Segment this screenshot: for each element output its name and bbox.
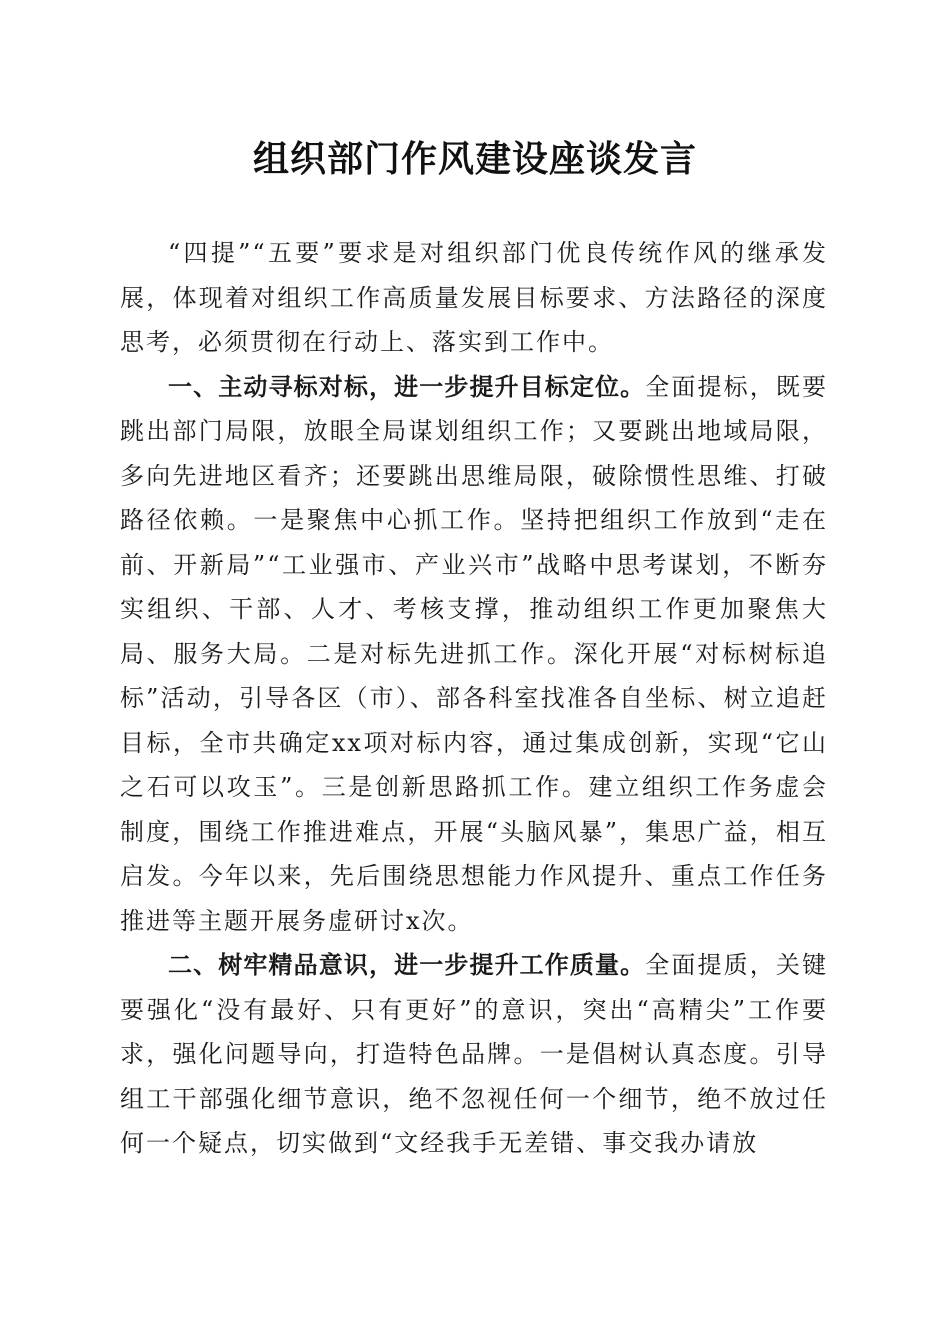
paragraph-text: 全面提标，既要跳出部门局限，放眼全局谋划组织工作；又要跳出地域局限，多向先进地区看齐；还要跳出思维局限，破除惯性思维、打破路径依赖。一是聚焦中心抓工作。坚持把组织工作放到“走在前、开新局”“工业强市、产业兴市”战略中思考谋划，不断夯实组织、干部、人才、考核支撑，推动组织工作更加聚焦大局、服务大局。二是对标先进抓工作。深化开展“对标树标追标”活动，引导各区（市）、部各科室找准各自坐标、树立追赶目标，全市共确定xx项对标内容，通过集成创新，实现“它山之石可以攻玉”。三是创新思路抓工作。建立组织工作务虚会制度，围绕工作推进难点，开展“头脑风暴”，集思广益，相互启发。今年以来，先后围绕思想能力作风提升、重点工作任务推进等主题开展务虚研讨x次。 [120, 372, 829, 935]
paragraph-section-two [120, 943, 828, 1166]
paragraph-intro [120, 231, 828, 365]
paragraph-text: 全面提质，关键要强化“没有最好、只有更好”的意识，突出“高精尖”工作要求，强化问题导向，打造特色品牌。一是倡树认真态度。引导组工干部强化细节意识，绝不忽视任何一个细节，绝不放过任何一个疑点，切实做到“文经我手无差错、事交我办请放 [120, 951, 829, 1157]
paragraph-section-one [120, 365, 828, 944]
section-heading: 二、树牢精品意识，进一步提升工作质量。 [168, 951, 646, 979]
document-body [120, 231, 828, 1166]
document-title: 组织部门作风建设座谈发言 [252, 138, 697, 180]
paragraph-text: “四提”“五要”要求是对组织部门优良传统作风的继承发展，体现着对组织工作高质量发展目标要求、方法路径的深度思考，必须贯彻在行动上、落实到工作中。 [120, 239, 828, 356]
section-heading: 一、主动寻标对标，进一步提升目标定位。 [168, 372, 646, 401]
